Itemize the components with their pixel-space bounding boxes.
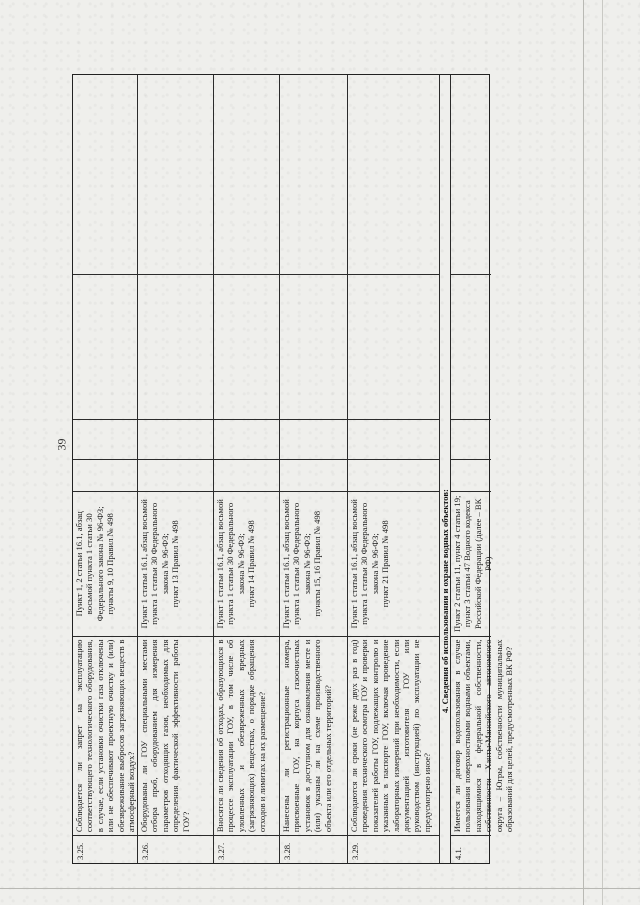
note-cell [138, 75, 213, 274]
legal-reference-line: пункт 21 Правил № 498 [380, 520, 391, 608]
answer-no-cell [451, 419, 491, 459]
table-row [280, 75, 348, 863]
note-cell [280, 75, 347, 274]
note-cell [214, 75, 279, 274]
answer-no-cell [214, 419, 279, 459]
legal-reference [280, 491, 347, 636]
table-row [451, 75, 515, 863]
section-heading [440, 75, 451, 863]
answer-yes-cell [73, 459, 137, 491]
row-number: 3.28. [280, 835, 347, 863]
question-text: Соблюдается ли запрет на эксплуатацию соответствующего технологического оборудования, в случае, если установки очистки газа отключены или не обеспечивают проектную очистку и (или) обезвреживание выбросов загрязняющих веществ в атмосферный воздух? [73, 636, 137, 835]
note-cell [73, 75, 137, 274]
answer-yes-cell [451, 459, 491, 491]
answer-na-cell [214, 274, 279, 419]
legal-reference [73, 491, 137, 636]
answer-na-cell [451, 274, 491, 419]
legal-reference [138, 491, 213, 636]
table-row [348, 75, 440, 863]
row-number: 3.27. [214, 835, 279, 863]
page-edge-line [583, 0, 584, 905]
legal-reference-line: Пункт 1 статьи 16.1, абзац восьмой пункта 1 статьи 30 Федерального закона № 96-ФЗ; [139, 499, 170, 629]
row-number: 3.29. [348, 835, 439, 863]
note-cell [348, 75, 439, 274]
answer-no-cell [73, 419, 137, 459]
answer-no-cell [280, 419, 347, 459]
legal-reference [214, 491, 279, 636]
row-number: 3.26. [138, 835, 213, 863]
answer-na-cell [348, 274, 439, 419]
legal-reference-line: Российской Федерации (далее – ВК РФ) [472, 498, 494, 629]
legal-reference-line: пункт 14 Правил № 498 [246, 520, 257, 608]
answer-no-cell [348, 419, 439, 459]
page-number: 39 [54, 438, 69, 451]
legal-reference-line: пункты 9, 10 Правил № 498 [105, 513, 116, 615]
answer-yes-cell [214, 459, 279, 491]
legal-reference-line: Пункт 1, 2 статьи 16.1, абзац восьмой пункта 1 статьи 30 Федерального закона № 96-ФЗ; [74, 506, 105, 622]
legal-reference-line: Пункт 1 статьи 16.1, абзац восьмой пункта 1 статьи 30 Федерального закона № 96-ФЗ; [349, 499, 380, 629]
legal-reference [451, 491, 494, 636]
legal-reference-line: пункты 15, 16 Правил № 498 [312, 511, 323, 617]
legal-reference-line: Пункт 2 статьи 11, пункт 4 статьи 19; пункт 3 статьи 47 Водного кодекса [452, 495, 473, 632]
row-number: 4.1. [451, 835, 491, 863]
answer-yes-cell [138, 459, 213, 491]
table-row [214, 75, 280, 863]
table-row [138, 75, 214, 863]
checklist-table [72, 74, 515, 864]
section-heading-text: 4. Сведения об использовании и охране водных объектов: [440, 489, 450, 713]
question-text: Соблюдаются ли сроки (не реже двух раз в год) проведения технического осмотра ГОУ и проверки показателей работы ГОУ, подлежащих контролю и указанных в паспорте ГОУ, включая проведение лабораторных измерений при необходимости, если документацией изготовителя ГОУ или руководством (инструкцией) по эксплуатации не предусмотрено иное? [348, 636, 439, 835]
legal-reference [348, 491, 439, 636]
question-text: Вносятся ли сведения об отходах, образующихся в процессе эксплуатации ГОУ, в том числе об уловленных и обезвреженных вредных (загрязняющих) веществах, о порядке обращения отходов и лимитах на их размещение? [214, 636, 279, 835]
answer-no-cell [138, 419, 213, 459]
answer-na-cell [138, 274, 213, 419]
legal-reference-line: Пункт 1 статьи 16.1, абзац восьмой пункта 1 статьи 30 Федерального закона № 96-ФЗ; [281, 499, 312, 629]
page-edge-line-2 [602, 0, 603, 905]
page-bottom-edge [0, 888, 640, 889]
question-text: Нанесены ли регистрационные номера, присвоенные ГОУ, на корпуса газоочистных установок в доступном для ознакомления месте и (или) указаны ли на схеме производственного объекта или его отдельных территорий? [280, 636, 347, 835]
question-text: Оборудованы ли ГОУ специальными местами отбора проб, оборудованием для измерения параметров отходящих газов, необходимых для определения фактической эффективности работы ГОУ? [138, 636, 213, 835]
question-text: Имеется ли договор водопользования в случае пользования поверхностными водными объектами, находящимися в федеральной собственности, собственности Ханты-Мансийского автономного округа – Югры, собственности муниципальных образований для целей, предусмотренных ВК РФ? [451, 636, 491, 835]
legal-reference-line: Пункт 1 статьи 16.1, абзац восьмой пункта 1 статьи 30 Федерального закона № 96-ФЗ; [215, 499, 246, 629]
row-number: 3.25. [73, 835, 137, 863]
answer-na-cell [73, 274, 137, 419]
answer-na-cell [280, 274, 347, 419]
legal-reference-line: пункт 13 Правил № 498 [170, 520, 181, 608]
answer-yes-cell [280, 459, 347, 491]
answer-yes-cell [348, 459, 439, 491]
table-row [73, 75, 138, 863]
note-cell [451, 75, 491, 274]
